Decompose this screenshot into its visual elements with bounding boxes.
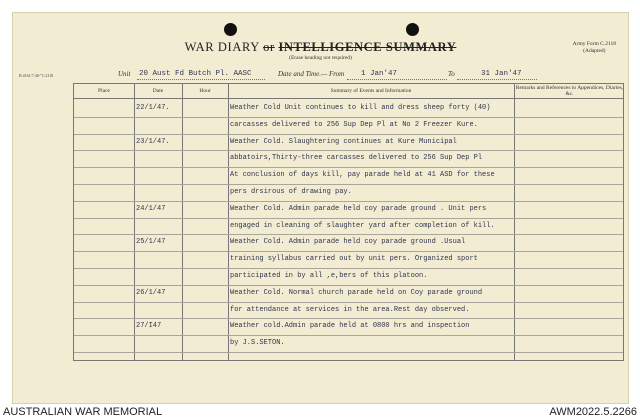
entry-summary-line: carcasses delivered to 256 Sup Dep Pl at No 2 Freezer Kure. [230, 120, 478, 129]
entry-summary-line: Weather Cold. Admin parade held coy parade ground .Usual [230, 238, 466, 247]
row-rule [74, 117, 623, 118]
entry-date: 25/1/47 [136, 238, 166, 247]
date-from-label: Date and Time.— From [278, 70, 345, 78]
col-place: Place [98, 88, 110, 94]
entry-summary-line: abbatoirs,Thirty-three carcasses delivered to 256 Sup Dep Pl [230, 154, 483, 163]
entry-summary-line: pers drsirous of drawing pay. [230, 188, 352, 196]
row-rule [74, 150, 623, 151]
army-form-label [573, 41, 616, 55]
army-form-adapted: (Adapted) [583, 48, 606, 54]
row-rule [74, 318, 623, 319]
entry-date: 27/I47 [136, 322, 162, 331]
date-to-underline [457, 79, 537, 80]
row-rule [74, 251, 623, 252]
date-to-value: 31 Jan'47 [481, 70, 522, 78]
title-war-diary: WAR DIARY [184, 40, 260, 54]
diary-table [73, 83, 624, 361]
row-rule [74, 134, 623, 135]
row-rule [74, 184, 623, 185]
army-form-number: Army Form C.2118 [572, 41, 616, 47]
entry-date: 23/1/47. [136, 137, 170, 146]
unit-label: Unit [118, 70, 131, 78]
row-rule [74, 201, 623, 202]
entry-summary-line: Weather Cold. Normal church parade held on Coy parade ground [230, 288, 483, 297]
title-intelligence-summary: INTELLIGENCE SUMMARY [278, 40, 457, 54]
unit-underline [137, 79, 265, 80]
row-rule [74, 268, 623, 269]
entry-date: 24/1/47 [136, 204, 166, 213]
col-date: Date [152, 88, 164, 94]
entry-summary-line: participated in by all ,e,bers of this platoon. [230, 272, 428, 280]
entry-date: 22/1/47. [136, 104, 170, 112]
entry-summary-line: Weather Cold. Admin parade held coy parade ground . Unit pers [230, 204, 487, 213]
col-remarks: Remarks and References to Appendices, Diaries, &c. [515, 85, 624, 97]
title-note: (Erase heading not required) [289, 55, 352, 61]
row-rule [74, 234, 623, 235]
entry-summary-line: Weather Cold. Slaughtering continues at Kure Municipal [230, 137, 457, 146]
entry-date: 26/1/47 [136, 288, 166, 297]
footer-institution: AUSTRALIAN WAR MEMORIAL [3, 406, 163, 418]
row-rule [74, 218, 623, 219]
date-from-value: 1 Jan'47 [361, 70, 398, 78]
footer-accession-number: AWM2022.5.2266 [549, 406, 637, 418]
page-title [13, 40, 628, 55]
entry-summary-line: Weather Cold Unit continues to kill and dress sheep forty (40) [230, 104, 491, 112]
form-code: B.4161/7.40-"C.2118 [19, 73, 54, 78]
diary-sheet [12, 12, 629, 404]
row-rule [74, 335, 623, 336]
entry-summary-line: by J.S.SETON. [230, 339, 285, 348]
row-rule [74, 167, 623, 168]
entry-summary-line: for attendance at services in the area.Rest day observed. [230, 305, 470, 314]
entry-summary-line: Weather cold.Admin parade held at 0800 hrs and inspection [230, 322, 470, 331]
entry-summary-line: At conclusion of days kill, pay parade held at 41 ASD for these [230, 171, 495, 180]
row-rule [74, 352, 623, 353]
date-from-underline [347, 79, 447, 80]
entry-summary-line: training syllabus carried out by unit pers. Organized sport [230, 255, 478, 264]
unit-date-line [13, 70, 628, 82]
header-rule [74, 98, 623, 99]
col-summary: Summary of Events and Information [330, 88, 412, 94]
entry-summary-line: engaged in cleaning of slaughter yard after completion of kill. [230, 221, 495, 230]
date-to-label: To [448, 70, 455, 78]
punch-hole-left [224, 23, 237, 36]
punch-hole-right [406, 23, 419, 36]
col-hour: Hour [199, 88, 211, 94]
unit-value: 20 Aust Fd Butch Pl. AASC [139, 70, 252, 78]
row-rule [74, 302, 623, 303]
title-or: or [263, 40, 275, 54]
row-rule [74, 285, 623, 286]
